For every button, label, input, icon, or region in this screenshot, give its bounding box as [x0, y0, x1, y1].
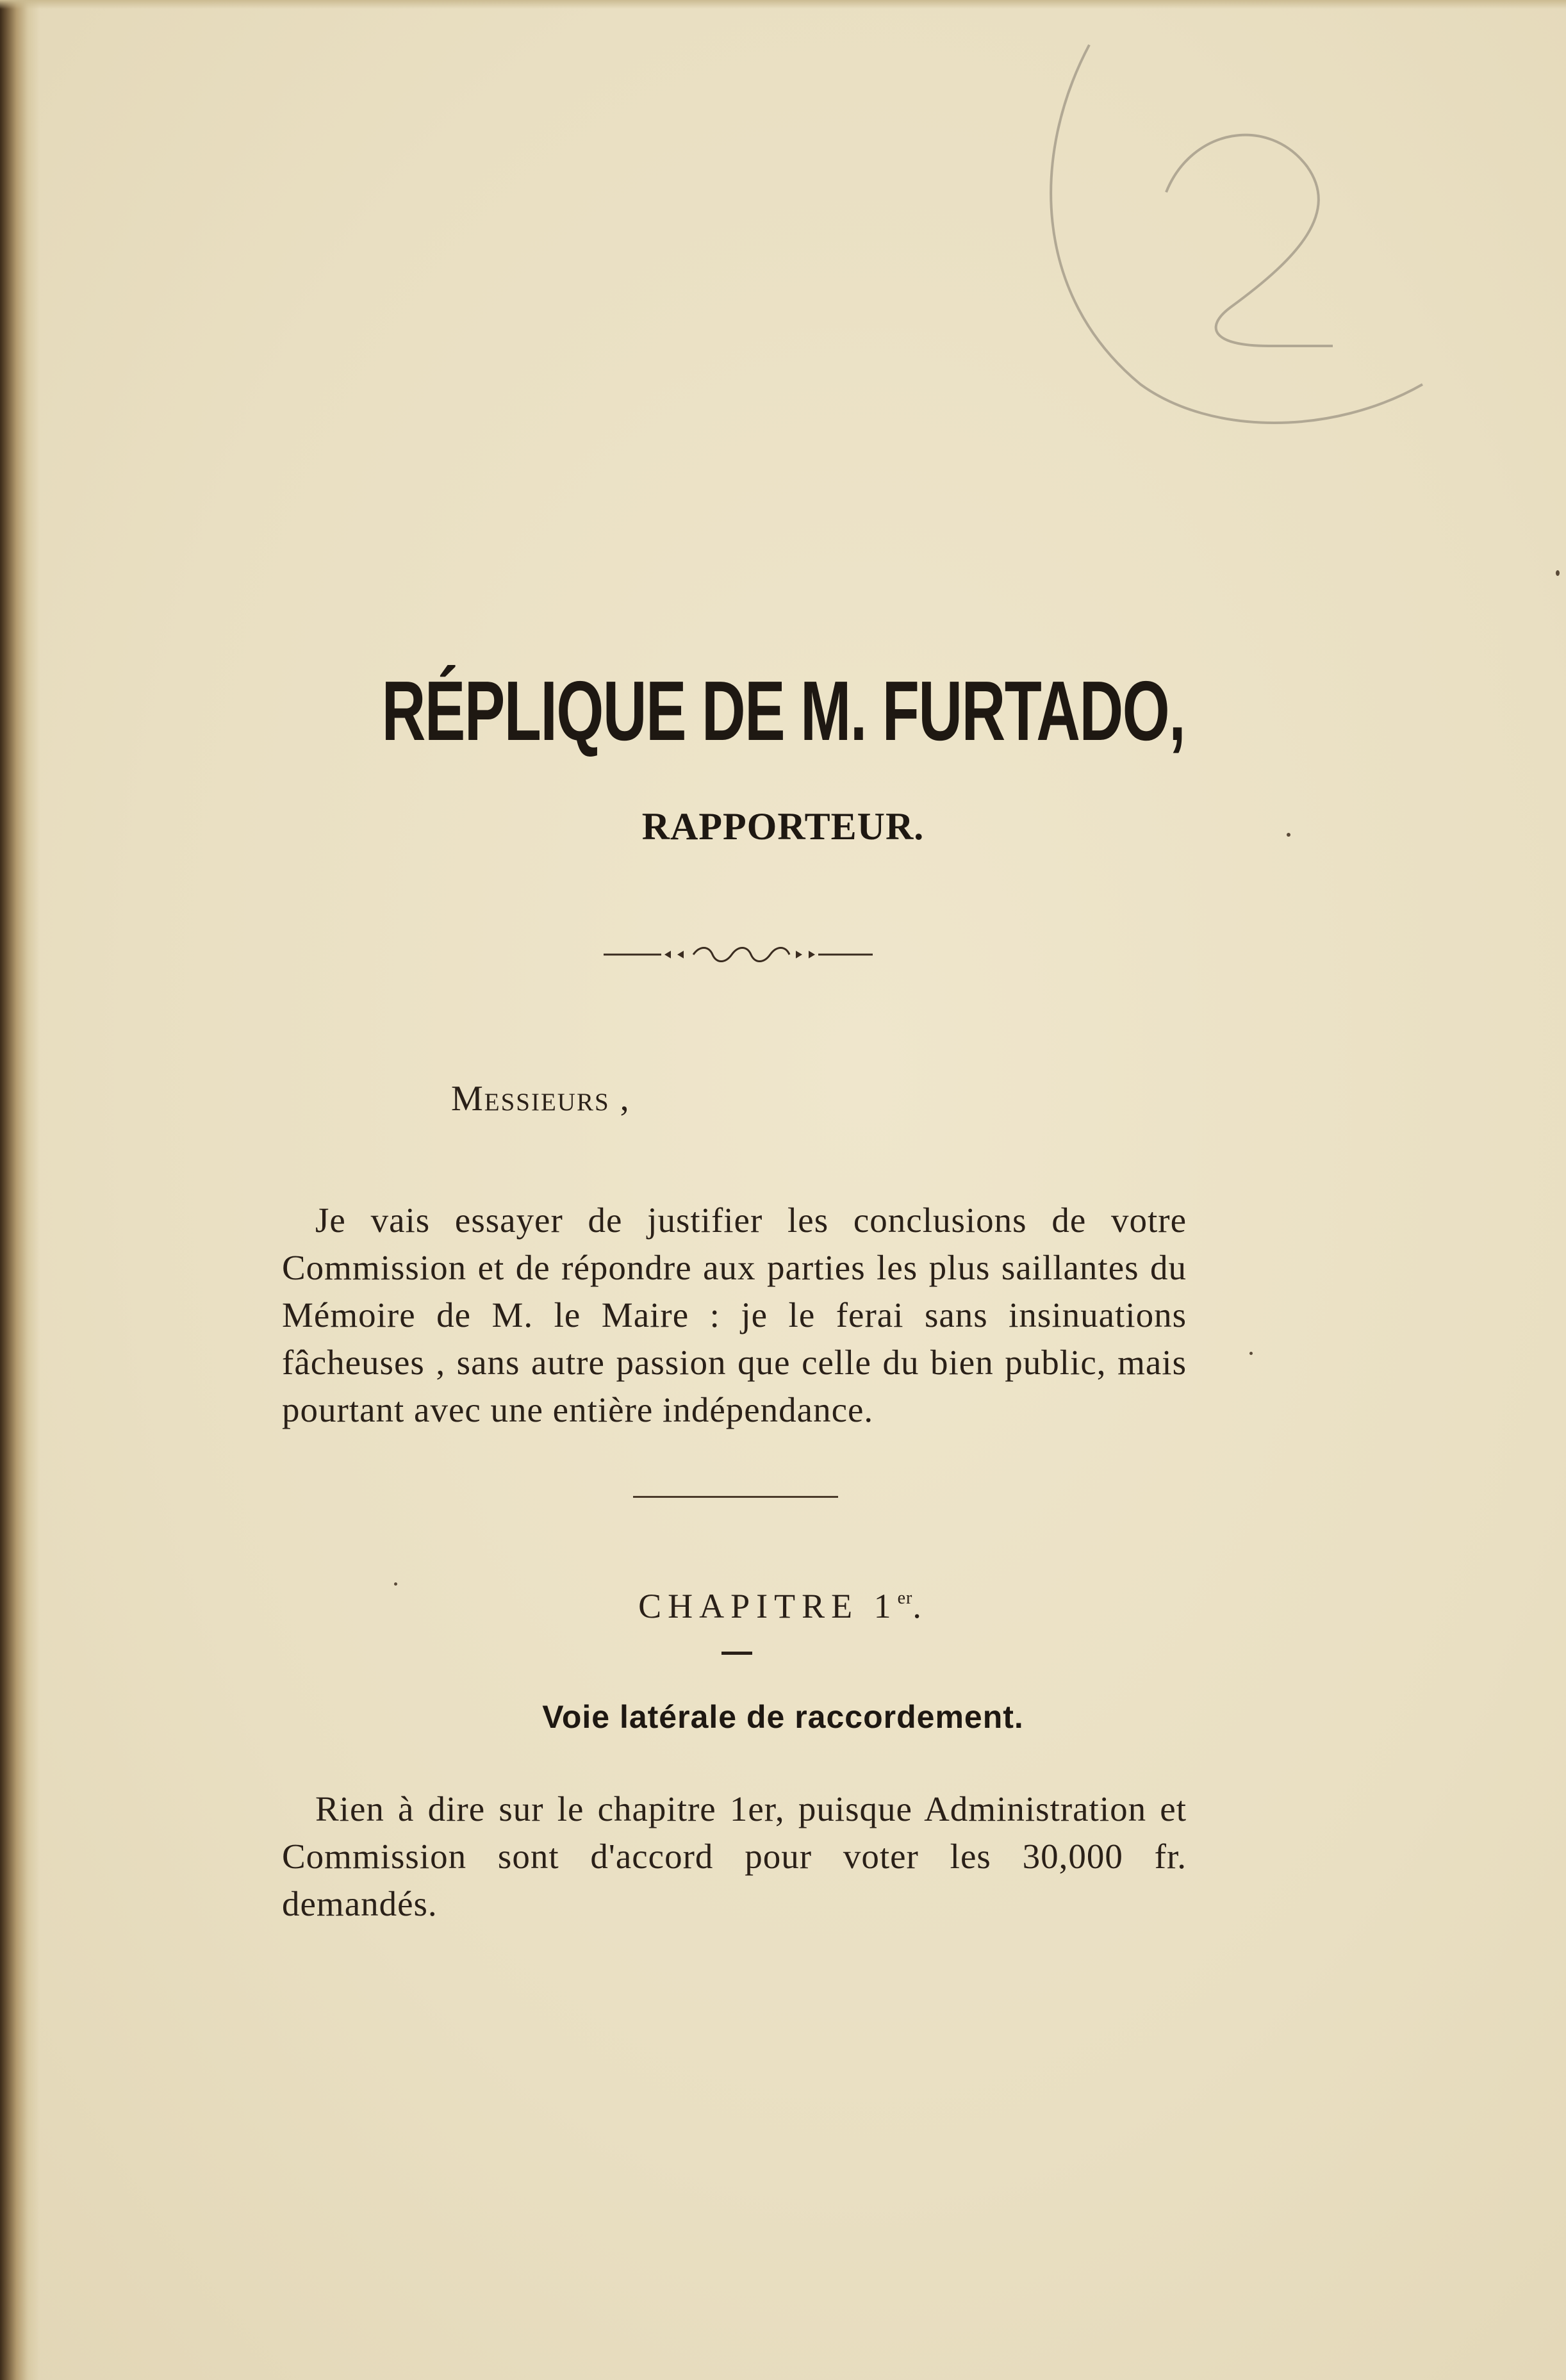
chapter-heading — [0, 1576, 1566, 1629]
body-paragraph-2: Rien à dire sur le chapitre 1er, puisque Administration et Commission sont d'accord pour voter les 30,000 fr. demandés. — [282, 1789, 1187, 1923]
title-text: RÉPLIQUE DE M. FURTADO, — [381, 664, 1185, 758]
paper-speck — [1287, 833, 1290, 837]
body-paragraph-1: Je vais essayer de justifier les conclusions de votre Commission et de répondre aux parties les plus saillantes du Mémoire de M. le Maire : je le ferai sans insinuations fâcheuses , sans autre passion que celle du bien public, mais pourtant avec une entière indépendance. — [282, 1201, 1187, 1429]
section-title: Voie latérale de raccordement. — [542, 1699, 1024, 1735]
paper-speck — [1249, 1352, 1253, 1355]
paper-speck — [1556, 570, 1560, 576]
chapter-dash — [721, 1652, 752, 1655]
chapter-label: CHAPITRE 1 — [638, 1587, 898, 1625]
chapter-suffix: er — [897, 1588, 913, 1608]
paper-speck — [394, 1582, 397, 1586]
pencil-folio-mark — [1000, 26, 1448, 474]
page-top-edge — [0, 0, 1566, 9]
ornament-divider — [604, 942, 873, 967]
section-rule — [633, 1496, 838, 1498]
binding-edge — [0, 0, 40, 2380]
salutation: Messieurs , — [451, 1079, 631, 1119]
chapter-punct: . — [912, 1587, 928, 1625]
document-title — [0, 653, 1566, 769]
document-subtitle: RAPPORTEUR. — [641, 805, 925, 848]
